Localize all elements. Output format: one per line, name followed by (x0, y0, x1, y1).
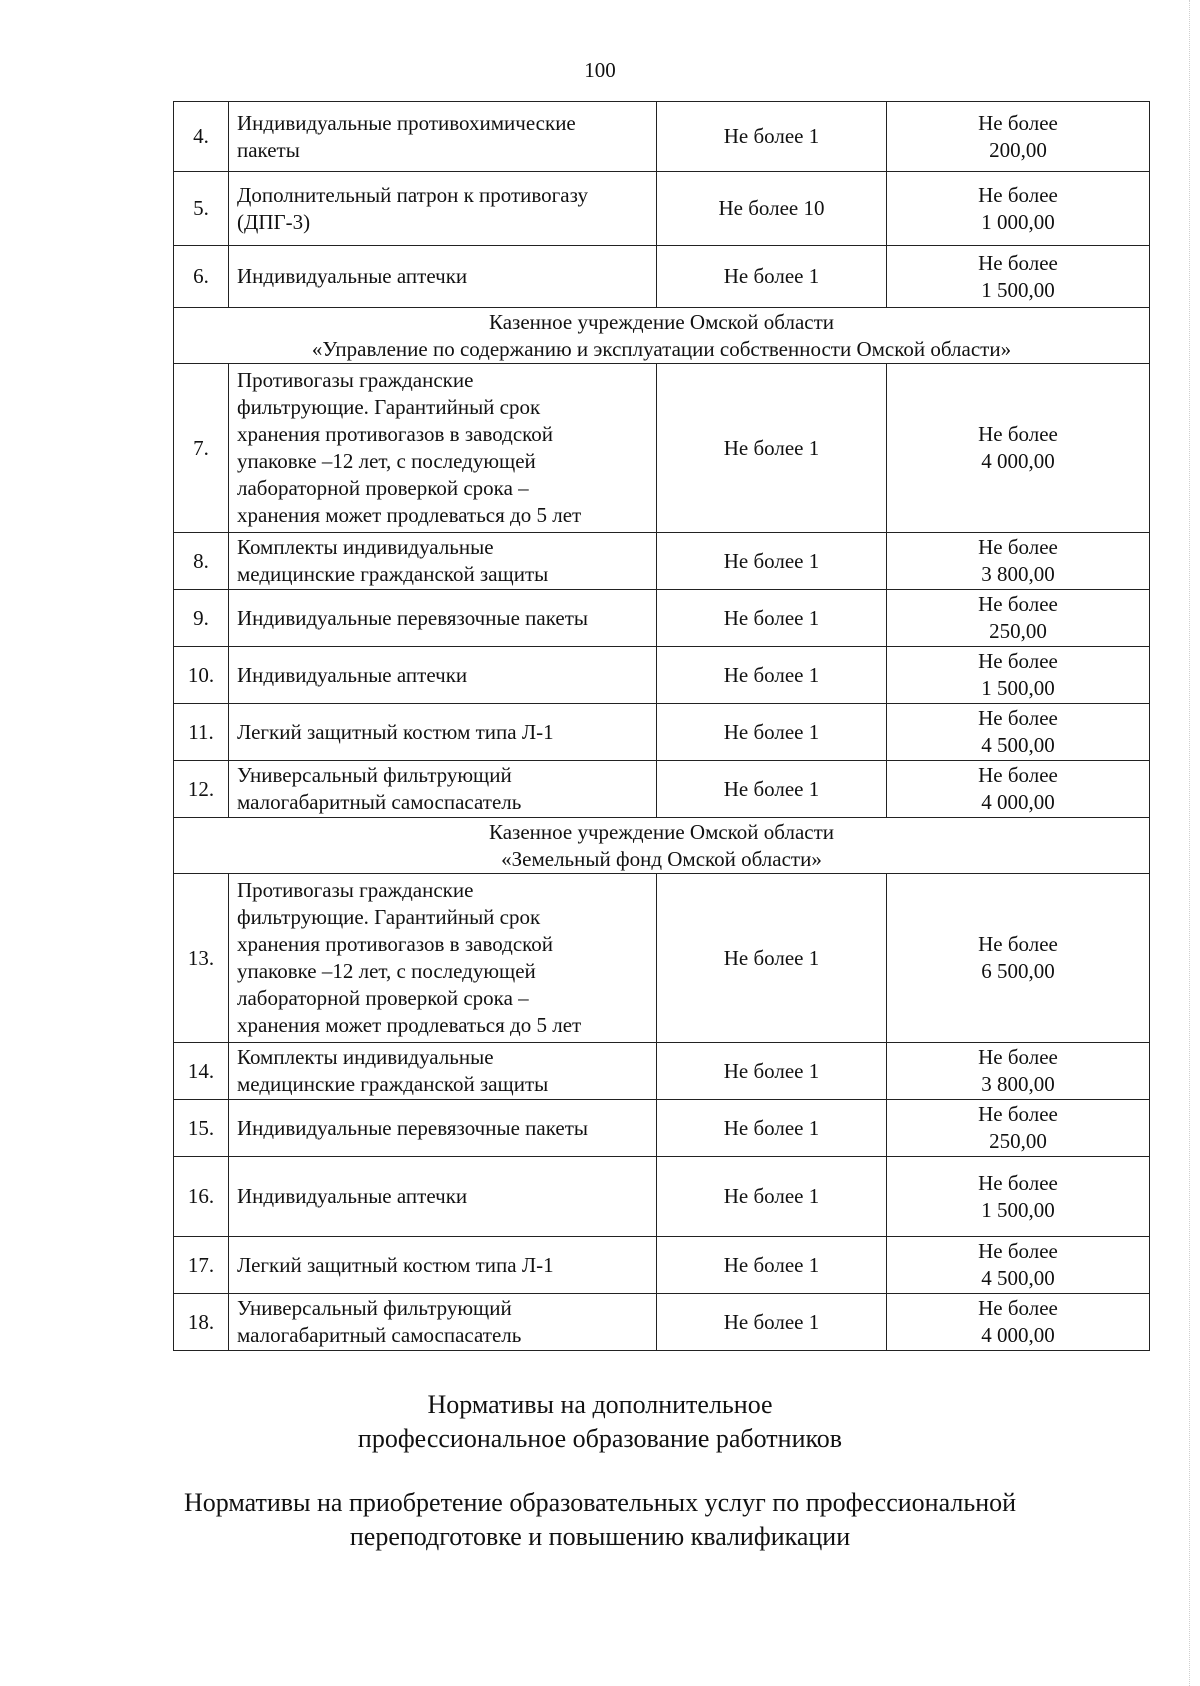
item-name (229, 1043, 657, 1100)
row-number: 14. (174, 1043, 229, 1100)
table-row (174, 704, 1150, 761)
table-row (174, 1294, 1150, 1351)
item-name-line: лабораторной проверкой срока – (237, 476, 529, 500)
item-name-line: хранения противогазов в заводской (237, 932, 554, 956)
item-name-line: хранения может продлеваться до 5 лет (237, 503, 582, 527)
item-quantity: Не более 1 (657, 1237, 887, 1294)
table-row (174, 647, 1150, 704)
price-line: 4 000,00 (981, 1323, 1055, 1347)
item-quantity: Не более 1 (657, 1100, 887, 1157)
row-number: 13. (174, 874, 229, 1043)
item-price (887, 172, 1150, 246)
row-number: 12. (174, 761, 229, 818)
row-number: 16. (174, 1157, 229, 1237)
item-name-line: Универсальный фильтрующий (237, 763, 512, 787)
item-price (887, 1237, 1150, 1294)
item-price (887, 874, 1150, 1043)
item-name-line: Легкий защитный костюм типа Л-1 (237, 1252, 554, 1277)
item-name (229, 1157, 657, 1237)
section-row (174, 308, 1150, 364)
price-line: Не более (978, 110, 1058, 135)
item-name (229, 172, 657, 246)
heading-line: Нормативы на дополнительное (427, 1390, 773, 1419)
item-quantity: Не более 1 (657, 533, 887, 590)
price-line: Не более (978, 250, 1058, 275)
price-line: Не более (978, 1296, 1058, 1320)
section-heading-professional-education (0, 1388, 1200, 1456)
table-row (174, 874, 1150, 1043)
price-line: 3 800,00 (981, 562, 1055, 586)
item-price (887, 647, 1150, 704)
price-line: Не более (978, 649, 1058, 673)
table-row (174, 1157, 1150, 1237)
item-name-line: Универсальный фильтрующий (237, 1296, 512, 1320)
price-line: 3 800,00 (981, 1072, 1055, 1096)
item-price (887, 1043, 1150, 1100)
section-header-line: Казенное учреждение Омской области (488, 309, 834, 334)
item-quantity: Не более 1 (657, 246, 887, 308)
norms-table (173, 101, 1150, 1351)
item-name-line: упаковке –12 лет, с последующей (237, 959, 536, 983)
item-price (887, 761, 1150, 818)
item-name-line: Комплекты индивидуальные (237, 535, 494, 559)
item-quantity: Не более 10 (657, 172, 887, 246)
price-line: 250,00 (989, 1129, 1047, 1153)
section-header-line: «Управление по содержанию и эксплуатации собственности Омской области» (311, 336, 1012, 361)
row-number: 9. (174, 590, 229, 647)
price-line: 1 500,00 (981, 676, 1055, 700)
price-line: 250,00 (989, 619, 1047, 643)
price-line: Не более (978, 706, 1058, 730)
item-price (887, 1157, 1150, 1237)
item-quantity: Не более 1 (657, 1043, 887, 1100)
section-header-line: Казенное учреждение Омской области (488, 819, 834, 844)
item-quantity: Не более 1 (657, 102, 887, 172)
item-name-line: (ДПГ-3) (237, 209, 311, 234)
item-name (229, 590, 657, 647)
scan-edge-divider (1189, 0, 1190, 1686)
item-name (229, 533, 657, 590)
price-line: Не более (978, 1045, 1058, 1069)
item-name-line: Дополнительный патрон к противогазу (237, 182, 588, 207)
item-quantity: Не более 1 (657, 590, 887, 647)
item-name-line: медицинские гражданской защиты (237, 562, 549, 586)
item-name-line: пакеты (237, 137, 300, 162)
item-name-line: Индивидуальные перевязочные пакеты (237, 605, 589, 630)
item-name (229, 761, 657, 818)
item-price (887, 704, 1150, 761)
table-row (174, 364, 1150, 533)
item-name-line: фильтрующие. Гарантийный срок (237, 395, 541, 419)
item-name-line: Индивидуальные аптечки (237, 264, 468, 288)
item-name (229, 1294, 657, 1351)
table-row (174, 590, 1150, 647)
table-row (174, 102, 1150, 172)
item-name-line: Индивидуальные аптечки (237, 1184, 468, 1208)
item-quantity: Не более 1 (657, 704, 887, 761)
item-price (887, 590, 1150, 647)
table-row (174, 1100, 1150, 1157)
item-name-line: Комплекты индивидуальные (237, 1045, 494, 1069)
item-name (229, 1237, 657, 1294)
table-row (174, 1237, 1150, 1294)
section-heading-educational-services (0, 1486, 1200, 1554)
item-quantity: Не более 1 (657, 647, 887, 704)
heading-line: переподготовке и повышению квалификации (349, 1522, 851, 1551)
row-number: 17. (174, 1237, 229, 1294)
row-number: 5. (174, 172, 229, 246)
item-name (229, 874, 657, 1043)
row-number: 10. (174, 647, 229, 704)
section-row (174, 818, 1150, 874)
item-name-line: фильтрующие. Гарантийный срок (237, 905, 541, 929)
item-name-line: Индивидуальные аптечки (237, 662, 468, 687)
price-line: Не более (978, 182, 1058, 207)
item-name-line: малогабаритный самоспасатель (237, 1323, 522, 1347)
item-quantity: Не более 1 (657, 874, 887, 1043)
row-number: 15. (174, 1100, 229, 1157)
item-name-line: Индивидуальные перевязочные пакеты (237, 1115, 589, 1140)
item-quantity: Не более 1 (657, 1294, 887, 1351)
item-name-line: Противогазы гражданские (237, 878, 474, 902)
price-line: 4 000,00 (981, 449, 1055, 473)
price-line: 1 500,00 (981, 1197, 1055, 1222)
item-name (229, 246, 657, 308)
item-quantity: Не более 1 (657, 364, 887, 533)
price-line: Не более (978, 763, 1058, 787)
item-name (229, 1100, 657, 1157)
item-name-line: Легкий защитный костюм типа Л-1 (237, 719, 554, 744)
price-line: 1 500,00 (981, 277, 1055, 302)
item-quantity: Не более 1 (657, 761, 887, 818)
heading-line: Нормативы на приобретение образовательных услуг по профессиональной (183, 1488, 1017, 1517)
price-line: 200,00 (989, 137, 1047, 162)
price-line: Не более (978, 1239, 1058, 1263)
row-number: 6. (174, 246, 229, 308)
row-number: 7. (174, 364, 229, 533)
page-number: 100 (584, 58, 616, 82)
price-line: 6 500,00 (981, 959, 1055, 983)
section-header (174, 818, 1150, 874)
row-number: 8. (174, 533, 229, 590)
item-name-line: упаковке –12 лет, с последующей (237, 449, 536, 473)
row-number: 11. (174, 704, 229, 761)
item-price (887, 1294, 1150, 1351)
price-line: Не более (978, 422, 1058, 446)
item-quantity: Не более 1 (657, 1157, 887, 1237)
item-name-line: Индивидуальные противохимические (237, 110, 576, 135)
item-name-line: медицинские гражданской защиты (237, 1072, 549, 1096)
price-line: Не более (978, 535, 1058, 559)
table-row (174, 172, 1150, 246)
table-row (174, 246, 1150, 308)
item-name (229, 364, 657, 533)
price-line: Не более (978, 1170, 1058, 1195)
price-line: Не более (978, 1102, 1058, 1126)
item-name (229, 102, 657, 172)
item-price (887, 102, 1150, 172)
item-name-line: малогабаритный самоспасатель (237, 790, 522, 814)
item-name-line: лабораторной проверкой срока – (237, 986, 529, 1010)
row-number: 18. (174, 1294, 229, 1351)
item-price (887, 246, 1150, 308)
price-line: 4 500,00 (981, 733, 1055, 757)
item-price (887, 364, 1150, 533)
price-line: Не более (978, 592, 1058, 616)
item-name (229, 647, 657, 704)
item-name-line: хранения противогазов в заводской (237, 422, 554, 446)
price-line: Не более (978, 932, 1058, 956)
table-row (174, 1043, 1150, 1100)
section-header-line: «Земельный фонд Омской области» (501, 846, 822, 871)
section-header (174, 308, 1150, 364)
price-line: 4 000,00 (981, 790, 1055, 814)
item-name-line: Противогазы гражданские (237, 368, 474, 392)
item-name-line: хранения может продлеваться до 5 лет (237, 1013, 582, 1037)
price-line: 4 500,00 (981, 1266, 1055, 1290)
row-number: 4. (174, 102, 229, 172)
item-price (887, 1100, 1150, 1157)
item-name (229, 704, 657, 761)
table-row (174, 761, 1150, 818)
heading-line: профессиональное образование работников (357, 1424, 843, 1453)
table-row (174, 533, 1150, 590)
price-line: 1 000,00 (981, 209, 1055, 234)
item-price (887, 533, 1150, 590)
